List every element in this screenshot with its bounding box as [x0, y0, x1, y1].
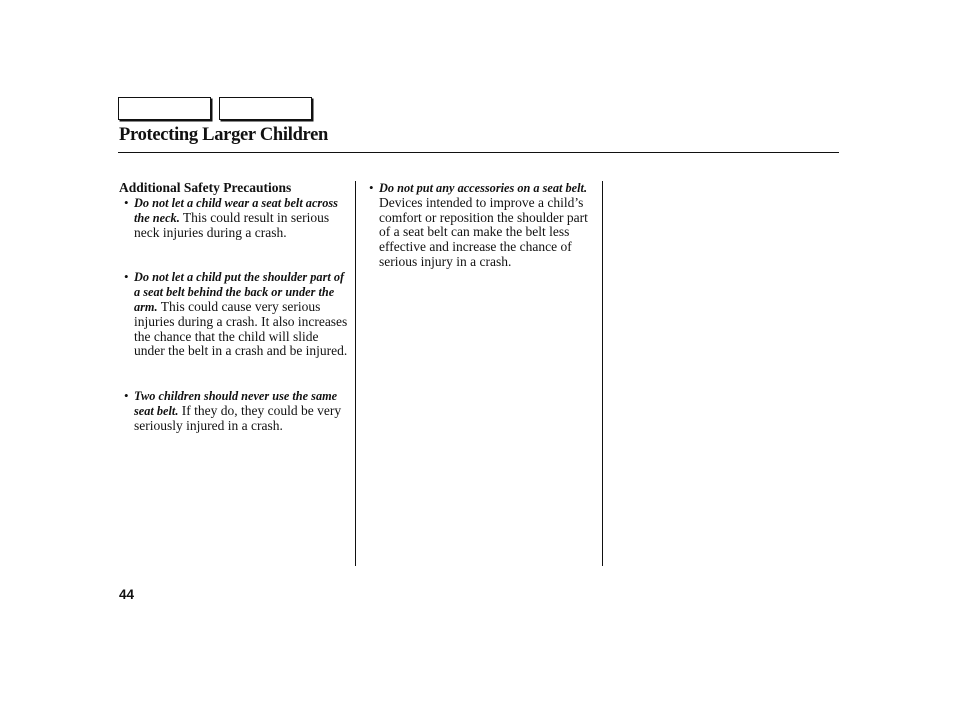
bullet-icon: • — [124, 195, 129, 210]
list-item — [369, 181, 591, 270]
list-item-lead: Do not put any accessories on a seat belt. — [379, 181, 588, 195]
precautions-list-right — [369, 181, 591, 300]
bullet-icon: • — [369, 180, 374, 195]
bullet-icon: • — [124, 269, 129, 285]
column-divider-left — [355, 181, 356, 566]
bullet-icon: • — [124, 388, 129, 404]
page-title: Protecting Larger Children — [119, 125, 329, 145]
list-item-body: This could cause very serious injuries during a crash. It also increases the chance that the child will slide under the belt in a crash and be injured. — [134, 298, 348, 359]
page-number: 44 — [119, 587, 135, 602]
list-item-body: Devices intended to improve a child’s comfort or reposition the shoulder part of a seat belt can make the belt less effective and increase the chance of serious injury in a crash. — [379, 194, 588, 269]
list-item — [124, 270, 348, 359]
list-item — [124, 196, 348, 240]
list-item-body: If they do, they could be very seriously injured in a crash. — [134, 402, 342, 433]
list-item-lead: Two children should never use the same seat belt. — [134, 389, 338, 418]
list-item-lead: Do not let a child wear a seat belt across the neck. — [134, 196, 338, 225]
list-item-lead: Do not let a child put the shoulder part of a seat belt behind the back or under the arm. — [134, 270, 345, 314]
nav-tab-next[interactable] — [219, 97, 312, 120]
nav-tab-previous[interactable] — [118, 97, 211, 120]
list-item-body: This could result in serious neck injuries during a crash. — [134, 209, 330, 240]
title-divider — [118, 152, 839, 153]
precautions-list-left — [124, 196, 348, 464]
list-item — [124, 389, 348, 433]
column-divider-right — [602, 181, 603, 566]
section-heading: Additional Safety Precautions — [119, 180, 292, 195]
